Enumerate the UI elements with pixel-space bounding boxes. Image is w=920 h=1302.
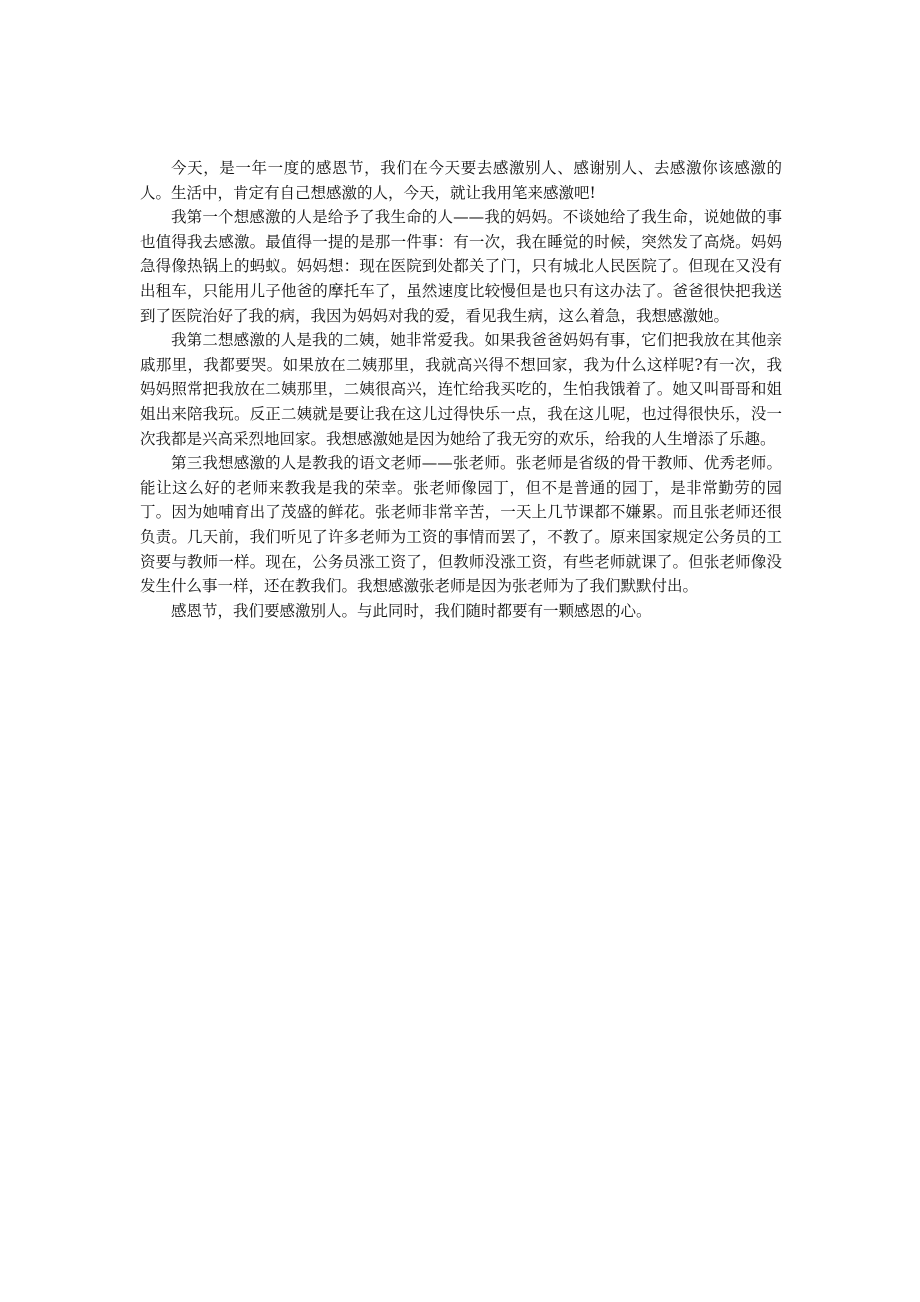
paragraph-teacher: 第三我想感激的人是教我的语文老师——张老师。张老师是省级的骨干教师、优秀老师。能让这么好的老师来教我是我的荣幸。张老师像园丁，但不是普通的园丁，是非常勤劳的园丁。因为她哺育出了茂盛的鲜花。张老师非常辛苦，一天上几节课都不嫌累。而且张老师还很负责。几天前，我们听见了许多老师为工资的事情而罢了，不教了。原来国家规定公务员的工资要与教师一样。现在，公务员涨工资了，但教师没涨工资，有些老师就课了。但张老师像没发生什么事一样，还在教我们。我想感激张老师是因为张老师为了我们默默付出。	[140, 454, 782, 596]
paragraph-conclusion: 感恩节，我们要感激别人。与此同时，我们随时都要有一颗感恩的心。	[171, 601, 652, 620]
paragraph-intro: 今天，是一年一度的感恩节，我们在今天要去感激别人、感谢别人、去感激你该感激的人。生活中，肯定有自己想感激的人，今天，就让我用笔来感激吧!	[140, 159, 782, 202]
essay-body	[140, 156, 782, 623]
paragraph-aunt: 我第二想感激的人是我的二姨，她非常爱我。如果我爸爸妈妈有事，它们把我放在其他亲戚那里，我都要哭。如果放在二姨那里，我就高兴得不想回家，我为什么这样呢?有一次，我妈妈照常把我放在二姨那里，二姨很高兴，连忙给我买吃的，生怕我饿着了。她又叫哥哥和姐姐出来陪我玩。反正二姨就是要让我在这儿过得快乐一点，我在这儿呢，也过得很快乐，没一次我都是兴高采烈地回家。我想感激她是因为她给了我无穷的欢乐，给我的人生增添了乐趣。	[140, 331, 782, 448]
paragraph-mother: 我第一个想感激的人是给予了我生命的人——我的妈妈。不谈她给了我生命，说她做的事也值得我去感激。最值得一提的是那一件事：有一次，我在睡觉的时候，突然发了高烧。妈妈急得像热锅上的蚂蚁。妈妈想：现在医院到处都关了门，只有城北人民医院了。但现在又没有出租车，只能用儿子他爸的摩托车了，虽然速度比较慢但是也只有这办法了。爸爸很快把我送到了医院治好了我的病，我因为妈妈对我的爱，看见我生病，这么着急，我想感激她。	[140, 208, 782, 325]
